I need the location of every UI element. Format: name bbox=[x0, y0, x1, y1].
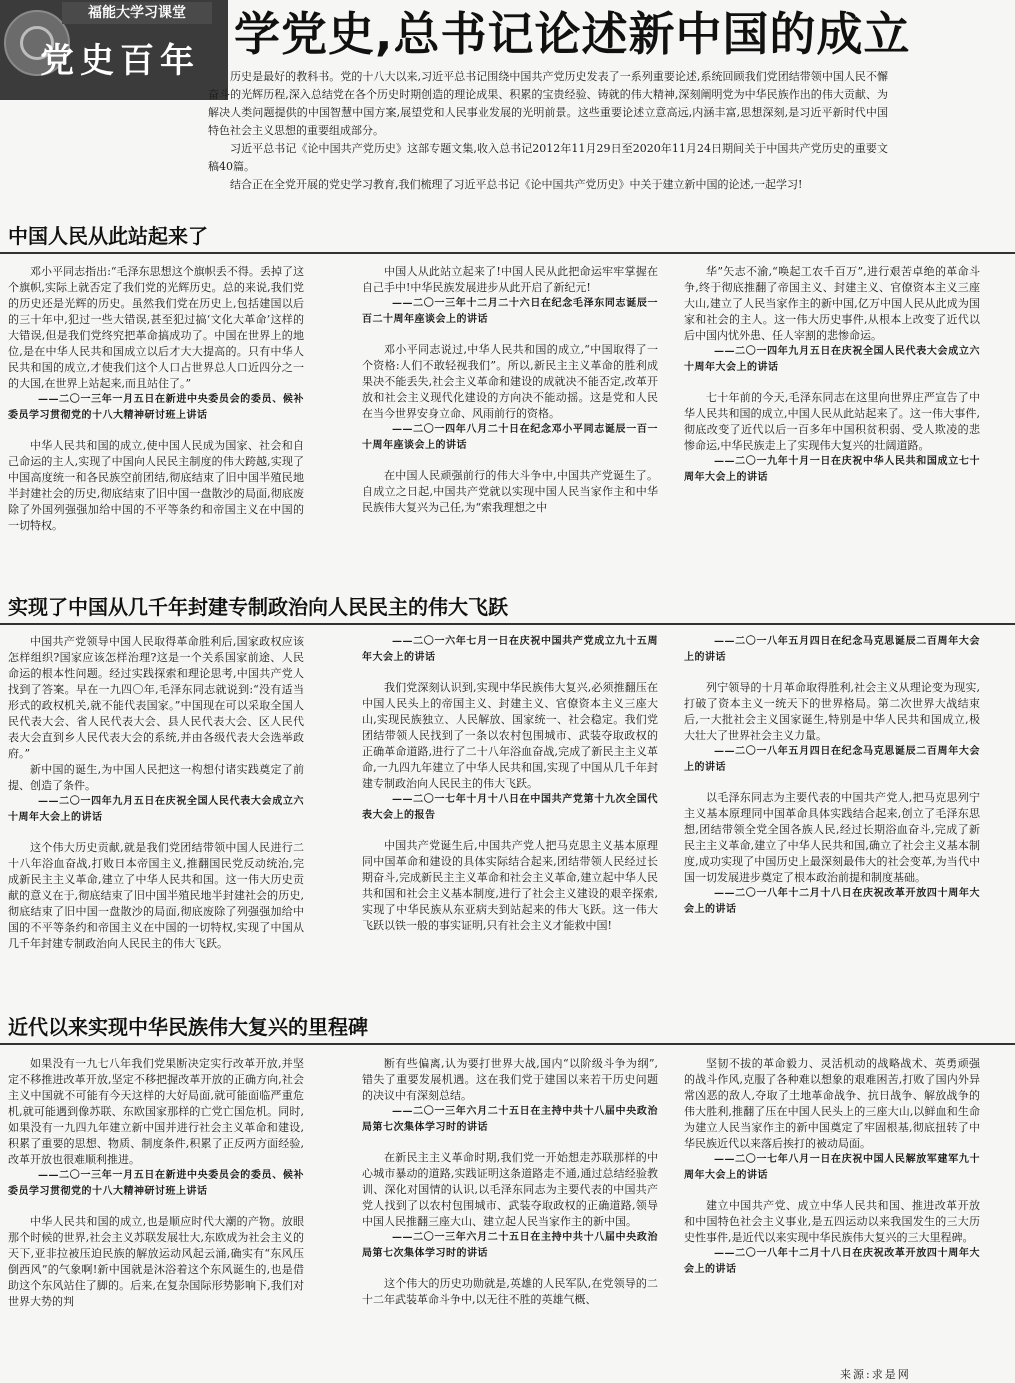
article-paragraph: 如果没有一九七八年我们党果断决定实行改革开放,并坚定不移推进改革开放,坚定不移把握改革开放的正确方向,社会主义中国就不可能有今天这样的大好局面,就可能面临严重危机,就可能遇到像苏联、东欧国家那样的亡党亡国危机。同时,如果没有一九四九年建立新中国并进行社会主义革命和建设,积累了重要的思想、物质、制度条件,积累了正反两方面经验,改革开放也很难顺利推进。 bbox=[8, 1057, 304, 1166]
speech-source: ——二〇一四年八月二十日在纪念邓小平同志诞辰一百一十周年座谈会上的讲话 bbox=[362, 424, 658, 451]
speech-source: ——二〇一四年九月五日在庆祝全国人民代表大会成立六十周年大会上的讲话 bbox=[8, 796, 304, 823]
speech-source: ——二〇一八年五月四日在纪念马克思诞辰二百周年大会上的讲话 bbox=[684, 746, 980, 773]
article-column bbox=[362, 1056, 658, 1308]
speech-source: ——二〇一六年七月一日在庆祝中国共产党成立九十五周年大会上的讲话 bbox=[362, 636, 658, 663]
intro-paragraph: 结合正在全党开展的党史学习教育,我们梳理了习近平总书记《论中国共产党历史》中关于建立新中国的论述,一起学习! bbox=[230, 178, 803, 191]
banner-logo bbox=[0, 0, 228, 100]
article-column bbox=[684, 264, 980, 500]
article-paragraph: 中华人民共和国的成立,使中国人民成为国家、社会和自己命运的主人,实现了中国向人民民主制度的伟大跨越,实现了中国高度统一和各民族空前团结,彻底结束了旧中国半殖民地半封建社会的历史,彻底结束了旧中国一盘散沙的局面,彻底废除了外国列强强加给中国的不平等条约和帝国主义在中国的一切特权。 bbox=[8, 439, 304, 532]
speech-source: ——二〇一三年一月五日在新进中央委员会的委员、候补委员学习贯彻党的十八大精神研讨班上讲话 bbox=[8, 1170, 304, 1197]
section-title: 近代以来实现中华民族伟大复兴的里程碑 bbox=[8, 1015, 368, 1039]
article-paragraph: 列宁领导的十月革命取得胜利,社会主义从理论变为现实,打破了资本主义一统天下的世界格局。第二次世界大战结束后,一大批社会主义国家诞生,特别是中华人民共和国成立,极大壮大了世界社会主义力量。 bbox=[684, 681, 980, 742]
article-paragraph: 以毛泽东同志为主要代表的中国共产党人,把马克思列宁主义基本原理同中国革命具体实践结合起来,创立了毛泽东思想,团结带领全党全国各族人民,经过长期浴血奋斗,完成了新民主主义革命,建立了中华人民共和国,确立了社会主义基本制度,成功实现了中国历史上最深刻最伟大的社会变革,为当代中国一切发展进步奠定了根本政治前提和制度基础。 bbox=[684, 791, 980, 884]
article-paragraph: 这个伟大历史贡献,就是我们党团结带领中国人民进行二十八年浴血奋战,打败日本帝国主义,推翻国民党反动统治,完成新民主主义革命,建立了中华人民共和国。这一伟大历史贡献的意义在于,彻底结束了旧中国半殖民地半封建社会的历史,彻底结束了旧中国一盘散沙的局面,彻底废除了列强强加给中国的不平等条约和帝国主义在中国的一切特权,实现了中国从几千年封建专制政治向人民民主的伟大飞跃。 bbox=[8, 841, 304, 950]
article-paragraph: 坚韧不拔的革命毅力、灵活机动的战略战术、英勇顽强的战斗作风,克服了各种难以想象的艰难困苦,打败了国内外异常凶恶的敌人,夺取了土地革命战争、抗日战争、解放战争的伟大胜利,推翻了压在中国人民头上的三座大山,以鲜血和生命为建立人民当家作主的新中国奠定了牢固根基,彻底扭转了中华民族近代以来落后挨打的被动局面。 bbox=[684, 1057, 980, 1150]
source-credit: 来源:求是网 bbox=[840, 1368, 911, 1381]
article-paragraph: 邓小平同志指出:“毛泽东思想这个旗帜丢不得。丢掉了这个旗帜,实际上就否定了我们党的光辉历史。总的来说,我们党的历史还是光辉的历史。虽然我们党在历史上,包括建国以后的三十年中,犯过一些大错误,甚至犯过搞‘文化大革命’这样的大错误,但是我们党终究把革命搞成功了。中国在世界上的地位,是在中华人民共和国成立以后才大大提高的。只有中华人民共和国的成立,才使我们这个人口占世界总人口近四分之一的大国,在世界上站起来,而且站住了。” bbox=[8, 265, 304, 390]
article-paragraph: 我们党深刻认识到,实现中华民族伟大复兴,必须推翻压在中国人民头上的帝国主义、封建主义、官僚资本主义三座大山,实现民族独立、人民解放、国家统一、社会稳定。我们党团结带领人民找到了一条以农村包围城市、武装夺取政权的正确革命道路,进行了二十八年浴血奋战,完成了新民主主义革命,一九四九年建立了中华人民共和国,实现了中国从几千年封建专制政治向人民民主的伟大飞跃。 bbox=[362, 681, 658, 790]
speech-source: ——二〇一七年八月一日在庆祝中国人民解放军建军九十周年大会上的讲话 bbox=[684, 1154, 980, 1181]
page-title: 学党史,总书记论述新中国的成立 bbox=[234, 7, 911, 61]
article-paragraph: 这个伟大的历史功勋就是,英雄的人民军队,在党领导的二十二年武装革命斗争中,以无往不胜的英雄气概、 bbox=[362, 1277, 658, 1306]
speech-source: ——二〇一七年十月十八日在中国共产党第十九次全国代表大会上的报告 bbox=[362, 794, 658, 821]
intro bbox=[208, 68, 888, 194]
article-column bbox=[362, 264, 658, 516]
speech-source: ——二〇一三年一月五日在新进中央委员会的委员、候补委员学习贯彻党的十八大精神研讨班上讲话 bbox=[8, 394, 304, 421]
speech-source: ——二〇一八年五月四日在纪念马克思诞辰二百周年大会上的讲话 bbox=[684, 636, 980, 663]
article-column bbox=[8, 1056, 304, 1310]
banner-title: 党史百年 bbox=[40, 41, 200, 81]
article-paragraph: 中国共产党领导中国人民取得革命胜利后,国家政权应该怎样组织?国家应该怎样治理?这是一个关系国家前途、人民命运的根本性问题。经过实践探索和理论思考,中国共产党人找到了答案。早在一九四〇年,毛泽东同志就说到:“没有适当形式的政权机关,就不能代表国家。”中国现在可以采取全国人民代表大会、省人民代表大会、县人民代表大会、区人民代表大会直到乡人民代表大会的系统,并由各级代表大会选举政府。” bbox=[8, 635, 304, 760]
speech-source: ——二〇一三年六月二十五日在主持中共十八届中央政治局第七次集体学习时的讲话 bbox=[362, 1232, 658, 1259]
section-divider bbox=[0, 623, 1015, 625]
speech-source: ——二〇一四年九月五日在庆祝全国人民代表大会成立六十周年大会上的讲话 bbox=[684, 346, 980, 373]
article-paragraph: 中国共产党诞生后,中国共产党人把马克思主义基本原理同中国革命和建设的具体实际结合起来,团结带领人民经过长期奋斗,完成新民主主义革命和社会主义革命,建立起中华人民共和国和社会主义基本制度,进行了社会主义建设的艰辛探索,实现了中华民族从东亚病夫到站起来的伟大飞跃。这一伟大飞跃以铁一般的事实证明,只有社会主义才能救中国! bbox=[362, 839, 658, 932]
article-paragraph: 中国人从此站立起来了!中国人民从此把命运牢牢掌握在自己手中!中华民族发展进步从此开启了新纪元! bbox=[362, 265, 658, 294]
speech-source: ——二〇一九年十月一日在庆祝中华人民共和国成立七十周年大会上的讲话 bbox=[684, 456, 980, 483]
speech-source: ——二〇一八年十二月十八日在庆祝改革开放四十周年大会上的讲话 bbox=[684, 1248, 980, 1275]
article-paragraph: 建立中国共产党、成立中华人民共和国、推进改革开放和中国特色社会主义事业,是五四运动以来我国发生的三大历史性事件,是近代以来实现中华民族伟大复兴的三大里程碑。 bbox=[684, 1199, 980, 1244]
article-paragraph: 七十年前的今天,毛泽东同志在这里向世界庄严宣告了中华人民共和国的成立,中国人民从此站起来了。这一伟大事件,彻底改变了近代以后一百多年中国积贫积弱、受人欺凌的悲惨命运,中华民族走上了实现伟大复兴的壮阔道路。 bbox=[684, 391, 980, 452]
article-paragraph: 邓小平同志说过,中华人民共和国的成立,“中国取得了一个资格:人们不敢轻视我们”。所以,新民主主义革命的胜利成果决不能丢失,社会主义革命和建设的成就决不能否定,改革开放和社会主义现代化建设的方向决不能动摇。这是党和人民在当今世界安身立命、风雨前行的资格。 bbox=[362, 343, 658, 420]
article-paragraph: 在中国人民顽强前行的伟大斗争中,中国共产党诞生了。自成立之日起,中国共产党就以实现中国人民当家作主和中华民族伟大复兴为己任,为“索我理想之中 bbox=[362, 469, 658, 514]
speech-source: ——二〇一三年十二月二十六日在纪念毛泽东同志诞辰一百二十周年座谈会上的讲话 bbox=[362, 298, 658, 325]
article-paragraph: 在新民主主义革命时期,我们党一开始想走苏联那样的中心城市暴动的道路,实践证明这条道路走不通,通过总结经验教训、深化对国情的认识,以毛泽东同志为主要代表的中国共产党人找到了以农村包围城市、武装夺取政权的正确道路,领导中国人民推翻三座大山、建立起人民当家作主的新中国。 bbox=[362, 1151, 658, 1228]
intro-paragraph: 历史是最好的教科书。党的十八大以来,习近平总书记围绕中国共产党历史发表了一系列重要论述,系统回顾我们党团结带领中国人民不懈奋斗的光辉历程,深入总结党在各个历史时期创造的理论成果、积累的宝贵经验、铸就的伟大精神,深刻阐明党为中华民族作出的伟大贡献、为解决人类问题提供的中国智慧中国方案,展望党和人民事业发展的光明前景。这些重要论述立意高远,内涵丰富,思想深刻,是习近平新时代中国特色社会主义思想的重要组成部分。 bbox=[208, 70, 888, 137]
article-paragraph: 华”矢志不渝,“唤起工农千百万”,进行艰苦卓绝的革命斗争,终于彻底推翻了帝国主义、封建主义、官僚资本主义三座大山,建立了人民当家作主的新中国,亿万中国人民从此成为国家和社会的主人。这一伟大历史事件,从根本上改变了近代以后中国内忧外患、任人宰割的悲惨命运。 bbox=[684, 265, 980, 342]
article-paragraph: 断有些偏离,认为要打世界大战,国内“以阶级斗争为纲”,错失了重要发展机遇。这在我们党于建国以来若干历史问题的决议中有深刻总结。 bbox=[362, 1057, 658, 1102]
article-column bbox=[684, 1056, 980, 1292]
section-title: 实现了中国从几千年封建专制政治向人民民主的伟大飞跃 bbox=[8, 595, 508, 619]
article-paragraph: 新中国的诞生,为中国人民把这一构想付诸实践奠定了前提、创造了条件。 bbox=[8, 763, 304, 792]
speech-source: ——二〇一三年六月二十五日在主持中共十八届中央政治局第七次集体学习时的讲话 bbox=[362, 1106, 658, 1133]
article-column bbox=[8, 264, 304, 534]
banner-brand: 福能大学习课堂 bbox=[62, 2, 212, 24]
section-divider bbox=[0, 1043, 1015, 1045]
speech-source: ——二〇一八年十二月十八日在庆祝改革开放四十周年大会上的讲话 bbox=[684, 888, 980, 915]
intro-paragraph: 习近平总书记《论中国共产党历史》这部专题文集,收入总书记2012年11月29日至2020年11月24日期间关于中国共产党历史的重要文稿40篇。 bbox=[208, 142, 888, 173]
section-title: 中国人民从此站起来了 bbox=[8, 224, 208, 248]
article-column bbox=[684, 634, 980, 932]
article-paragraph: 中华人民共和国的成立,也是顺应时代大潮的产物。放眼那个时候的世界,社会主义苏联发展壮大,东欧成为社会主义的天下,亚非拉被压迫民族的解放运动风起云涌,确实有“东风压倒西风”的气象啊!新中国就是沐浴着这个东风诞生的,也是借助这个东风站住了脚的。后来,在复杂国际形势影响下,我们对世界大势的判 bbox=[8, 1215, 304, 1308]
section-divider bbox=[0, 252, 1015, 254]
article-column bbox=[362, 634, 658, 934]
article-column bbox=[8, 634, 304, 952]
